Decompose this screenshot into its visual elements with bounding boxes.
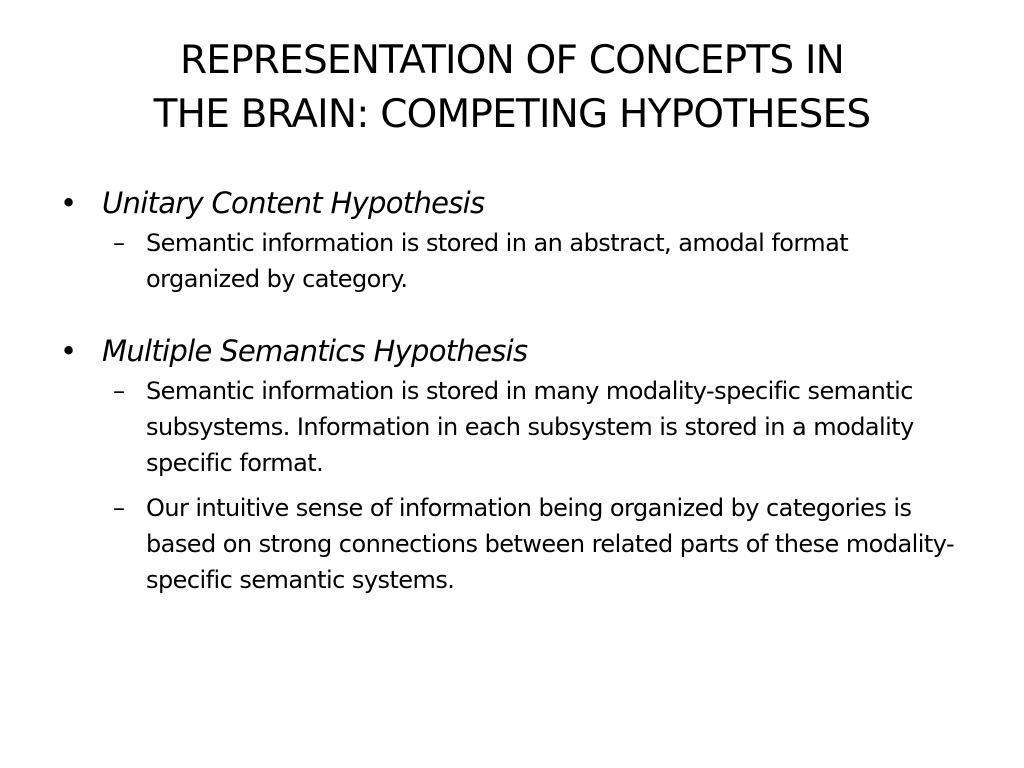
slide-title xyxy=(40,34,984,142)
sub-bullet-category-connections: – Our intuitive sense of information being organized by categories is based on strong connections between related parts of these modality-specific semantic systems. xyxy=(66,490,966,598)
sub-bullet-list xyxy=(66,225,966,297)
sub-bullet-amodal-format: – Semantic information is stored in an abstract, amodal format organized by category. xyxy=(66,225,966,297)
bullet-multiple-semantics-hypothesis: • Multiple Semantics Hypothesis xyxy=(66,331,966,371)
slide-title-line-1: REPRESENTATION OF CONCEPTS IN xyxy=(179,38,845,83)
sub-bullet-modality-specific-subsystems: – Semantic information is stored in many modality-specific semantic subsystems. Information in each subsystem is stored in a modality specific format. xyxy=(66,373,966,481)
sub-bullet-list xyxy=(66,373,966,598)
section-spacer xyxy=(66,297,966,331)
slide-title-line-2: THE BRAIN: COMPETING HYPOTHESES xyxy=(153,92,871,137)
slide-body xyxy=(66,183,966,598)
bullet-unitary-content-hypothesis: • Unitary Content Hypothesis xyxy=(66,183,966,223)
